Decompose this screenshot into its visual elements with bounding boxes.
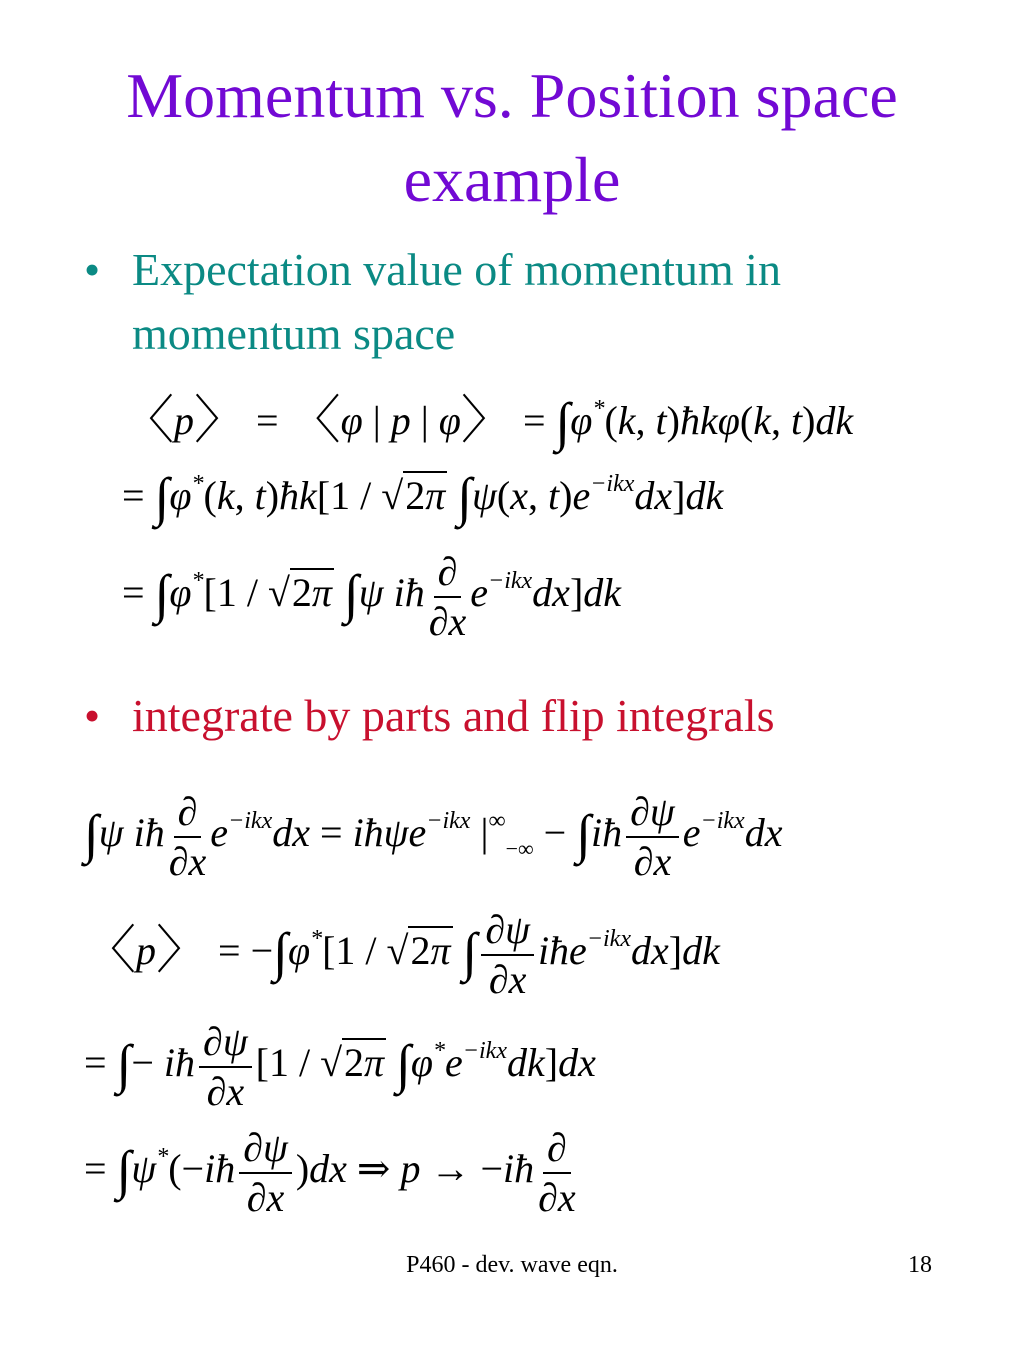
bullet-marker: • — [84, 690, 101, 741]
footer-course-label: P460 - dev. wave eqn. — [406, 1252, 618, 1278]
bullet-text: integrate by parts and flip integrals — [132, 690, 775, 741]
equation-1: 〈p〉 = 〈φ | p | φ〉 = ∫φ*(k, t)ħkφ(k, t)dk — [122, 392, 854, 452]
bullet-marker: • — [84, 244, 101, 295]
equation-3: = ∫φ*[1 / √2π ∫ψ iħ $\frac{\partial}{\partial x}$ $e^{-ikx}dx]dk$ — [122, 549, 622, 644]
equation-2: = ∫φ*(k, t)ħk[1 / √2π ∫ψ(x, $t)e^{-ikx}dx]dk$ — [122, 467, 724, 527]
equation-6: = ∫− iħ $\frac{\partial\psi}{\partial x}$ [1 / √2π $\int\varphi^*e^{-ikx}dk]dx$ — [84, 1019, 596, 1114]
slide-title-line-2: example — [403, 144, 621, 215]
bullet-text-line-2: momentum space — [132, 308, 456, 359]
equation-4: ∫ψ iħ $\frac{\partial}{\partial x}$ $e^{-ikx}dx$ = iħψe$^{-ikx}$ $|^\infty_{-\infty}$ − ∫iħ $\frac{\partial\psi}{\partial x}$ $e^{-ikx}dx$ — [84, 789, 783, 884]
page-number: 18 — [908, 1252, 932, 1278]
slide-title — [0, 54, 1024, 222]
bullet-text-line-1: Expectation value of momentum in — [132, 244, 781, 295]
equation-7: = ∫ψ*(−iħ $\frac{\partial\psi}{\partial x}$ )dx ⇒ p → −iħ $\frac{\partial}{\partial x}$ — [84, 1125, 576, 1220]
slide-title-line-1: Momentum vs. Position space — [126, 60, 898, 131]
equation-5: 〈p〉 = −∫φ*[1 / √2π ∫ $\frac{\partial\psi}{\partial x}$ iħe$^{-ikx}$dx]dk — [84, 907, 720, 1002]
